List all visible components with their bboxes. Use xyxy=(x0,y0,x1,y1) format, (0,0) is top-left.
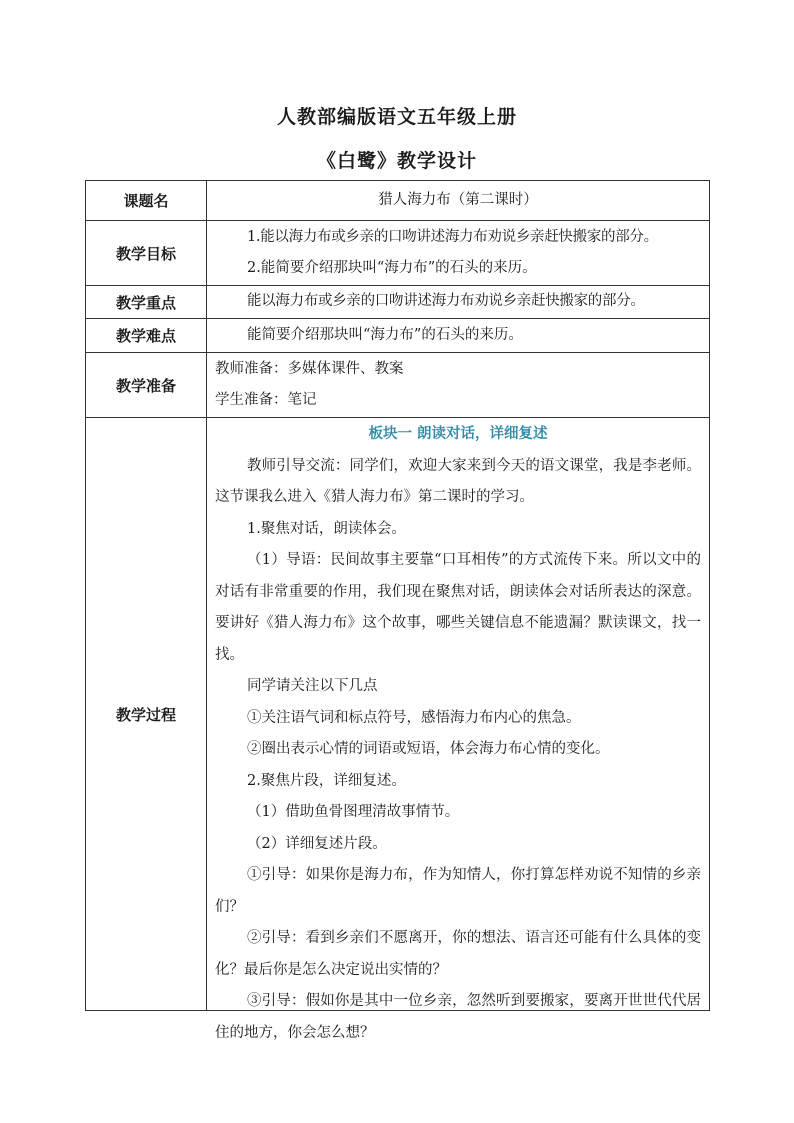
process-paragraph: （1）借助鱼骨图理清故事情节。 xyxy=(247,804,460,820)
topic-value: 猎人海力布（第二课时） xyxy=(378,191,538,208)
objective-1: 1.能以海力布或乡亲的口吻讲述海力布劝说乡亲赶快搬家的部分。 xyxy=(247,228,658,245)
process-content xyxy=(207,418,709,1041)
row-process xyxy=(86,418,710,1011)
process-paragraph: ①引导：如果你是海力布，作为知情人，你打算怎样劝说不知情的乡亲们？ xyxy=(215,867,701,915)
key-points-value: 能以海力布或乡亲的口吻讲述海力布劝说乡亲赶快搬家的部分。 xyxy=(247,293,645,310)
row-objectives xyxy=(86,221,710,286)
process-paragraph: 2.聚焦片段，详细复述。 xyxy=(247,772,406,789)
label-topic: 课题名 xyxy=(86,181,207,221)
process-paragraph: （1）导语：民间故事主要靠“口耳相传”的方式流传下来。所以文中的对话有非常重要的作用，我们现在聚焦对话，朗读体会对话所表达的深意。要讲好《猎人海力布》这个故事，哪些关键信息不能遗漏？默读课文，找一找。 xyxy=(215,552,701,663)
label-difficulties: 教学难点 xyxy=(86,319,207,353)
process-paragraph: （2）详细复述片段。 xyxy=(247,835,387,852)
preparation-student: 学生准备：笔记 xyxy=(215,392,317,408)
label-objectives: 教学目标 xyxy=(86,221,207,286)
difficulties-value: 能简要介绍那块叫“海力布”的石头的来历。 xyxy=(247,326,523,343)
document-title-line2: 《白鹭》教学设计 xyxy=(316,150,477,172)
section-title: 板块一 朗读对话，详细复述 xyxy=(368,426,548,442)
process-paragraph: 教师引导交流：同学们，欢迎大家来到今天的语文课堂，我是李老师。这节课我么进入《猎人海力布》第二课时的学习。 xyxy=(215,457,701,505)
cell-process xyxy=(207,418,710,1041)
process-paragraph: 同学请关注以下几点 xyxy=(247,678,378,694)
cell-key-points xyxy=(207,286,710,319)
row-topic xyxy=(86,181,710,221)
process-paragraph: ②圈出表示心情的词语或短语，体会海力布心情的变化。 xyxy=(247,741,610,757)
row-key-points xyxy=(86,286,710,319)
cell-preparation xyxy=(207,353,710,418)
process-paragraph: ②引导：看到乡亲们不愿离开，你的想法、语言还可能有什么具体的变化？最后你是怎么决定说出实情的？ xyxy=(215,930,701,978)
row-preparation xyxy=(86,353,710,418)
document-title-line1: 人教部编版语文五年级上册 xyxy=(276,106,517,128)
cell-topic xyxy=(207,181,710,221)
label-process: 教学过程 xyxy=(86,418,207,1011)
label-preparation: 教学准备 xyxy=(86,353,207,418)
objective-2: 2.能简要介绍那块叫“海力布”的石头的来历。 xyxy=(247,260,537,276)
preparation-teacher: 教师准备：多媒体课件、教案 xyxy=(215,360,404,377)
row-difficulties xyxy=(86,319,710,353)
cell-objectives xyxy=(207,221,710,286)
process-paragraph: ①关注语气词和标点符号，感悟海力布内心的焦急。 xyxy=(247,709,581,726)
lesson-plan-table xyxy=(85,180,710,1041)
label-key-points: 教学重点 xyxy=(86,286,207,319)
process-paragraph: ③引导：假如你是其中一位乡亲，忽然听到要搬家，要离开世世代代居住的地方，你会怎么想？ xyxy=(215,993,701,1041)
cell-difficulties xyxy=(207,319,710,353)
process-paragraph: 1.聚焦对话，朗读体会。 xyxy=(247,520,406,537)
